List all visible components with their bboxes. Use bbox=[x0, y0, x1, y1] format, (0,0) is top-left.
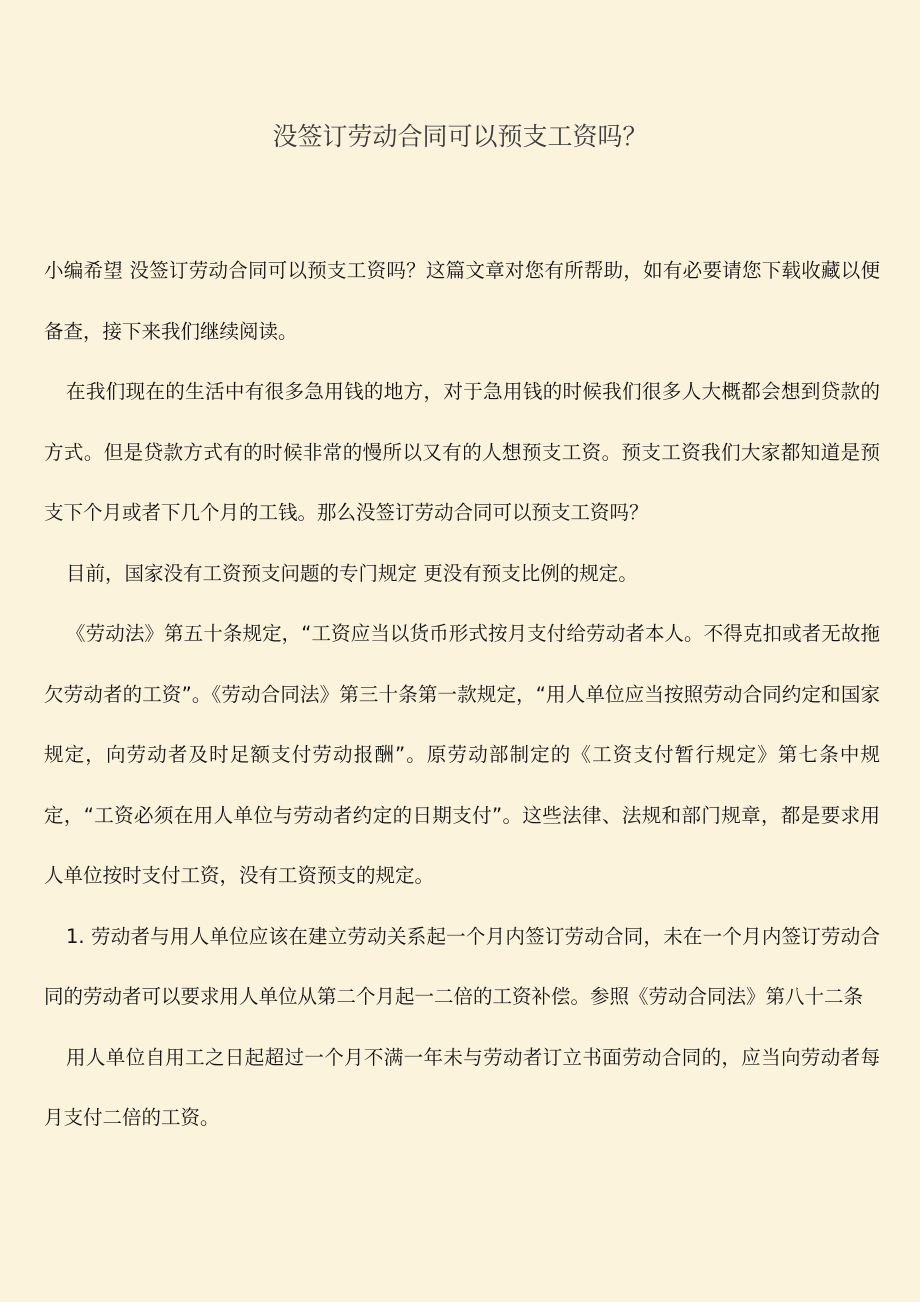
page-title: 没签订劳动合同可以预支工资吗？ bbox=[272, 122, 648, 151]
article-body bbox=[44, 241, 880, 1149]
paragraph-legal-basis: 《劳动法》第五十条规定，“工资应当以货币形式按月支付给劳动者本人。不得克扣或者无故拖欠劳动者的工资”。《劳动合同法》第三十条第一款规定，“用人单位应当按照劳动合同约定和国家规定，向劳动者及时足额支付劳动报酬”。原劳动部制定的《工资支付暂行规定》第七条中规定，“工资必须在用人单位与劳动者约定的日期支付”。这些法律、法规和部门规章，都是要求用人单位按时支付工资，没有工资预支的规定。 bbox=[44, 622, 880, 887]
paragraph-intro: 小编希望 没签订劳动合同可以预支工资吗？这篇文章对您有所帮助，如有必要请您下载收藏以便备查，接下来我们继续阅读。 bbox=[44, 259, 880, 343]
paragraph-current-rules: 目前，国家没有工资预支问题的专门规定 更没有预支比例的规定。 bbox=[66, 561, 638, 585]
paragraph-double-wage: 用人单位自用工之日起超过一个月不满一年未与劳动者订立书面劳动合同的，应当向劳动者每月支付二倍的工资。 bbox=[44, 1045, 880, 1129]
paragraph-point-1: 1. 劳动者与用人单位应该在建立劳动关系起一个月内签订劳动合同，未在一个月内签订劳动合同的劳动者可以要求用人单位从第二个月起一二倍的工资补偿。参照《劳动合同法》第八十二条 bbox=[44, 924, 880, 1008]
paragraph-background: 在我们现在的生活中有很多急用钱的地方，对于急用钱的时候我们很多人大概都会想到贷款的方式。但是贷款方式有的时候非常的慢所以又有的人想预支工资。预支工资我们大家都知道是预支下个月或者下几个月的工钱。那么没签订劳动合同可以预支工资吗？ bbox=[44, 380, 880, 524]
